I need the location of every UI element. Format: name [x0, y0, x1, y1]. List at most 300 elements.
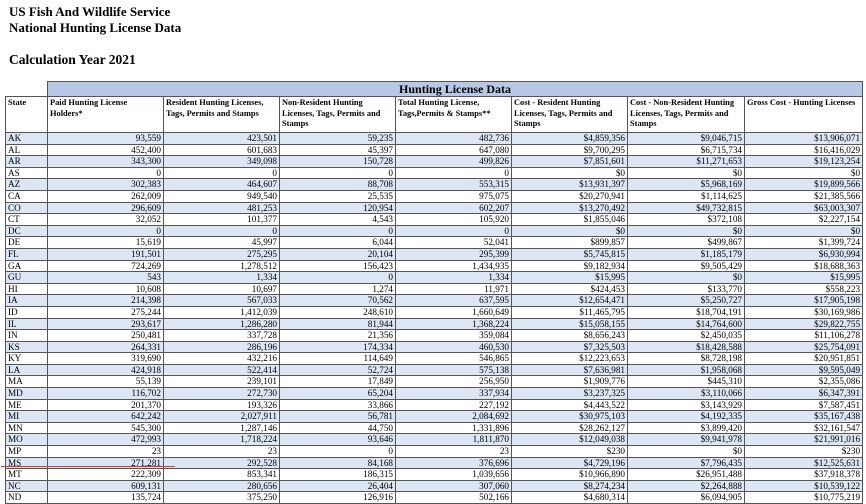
- value-cell: 44,750: [280, 422, 396, 434]
- value-cell: 1,718,224: [164, 434, 280, 446]
- value-cell: $12,525,631: [745, 457, 863, 469]
- value-cell: $3,143,929: [628, 399, 745, 411]
- value-cell: $10,775,219: [745, 492, 863, 504]
- value-cell: $899,857: [512, 237, 628, 249]
- header-line-1: US Fish And Wildlife Service: [9, 4, 171, 19]
- value-cell: $5,745,815: [512, 248, 628, 260]
- column-header: Total Hunting License, Tags,Permits & Stamps**: [396, 97, 512, 133]
- value-cell: 33,866: [280, 399, 396, 411]
- column-header-row: [6, 97, 863, 133]
- value-cell: 545,300: [48, 422, 164, 434]
- value-cell: $0: [628, 446, 745, 458]
- value-cell: 602,207: [396, 202, 512, 214]
- table-row: [6, 422, 863, 434]
- value-cell: 949,540: [164, 190, 280, 202]
- value-cell: 522,414: [164, 364, 280, 376]
- value-cell: 15,619: [48, 237, 164, 249]
- value-cell: 302,383: [48, 179, 164, 191]
- state-cell: DE: [6, 237, 48, 249]
- value-cell: $424,453: [512, 283, 628, 295]
- value-cell: 10,697: [164, 283, 280, 295]
- value-cell: 70,562: [280, 295, 396, 307]
- value-cell: 116,702: [48, 388, 164, 400]
- license-table-container: [5, 81, 862, 504]
- value-cell: $18,428,588: [628, 341, 745, 353]
- table-row: [6, 179, 863, 191]
- value-cell: 975,075: [396, 190, 512, 202]
- value-cell: $6,347,391: [745, 388, 863, 400]
- table-row: [6, 283, 863, 295]
- value-cell: $0: [628, 167, 745, 179]
- value-cell: $19,899,566: [745, 179, 863, 191]
- state-cell: IL: [6, 318, 48, 330]
- value-cell: 0: [396, 225, 512, 237]
- value-cell: 343,300: [48, 156, 164, 168]
- table-row: [6, 388, 863, 400]
- value-cell: $0: [628, 272, 745, 284]
- value-cell: $29,822,755: [745, 318, 863, 330]
- value-cell: 20,104: [280, 248, 396, 260]
- value-cell: $7,587,451: [745, 399, 863, 411]
- state-cell: CT: [6, 214, 48, 226]
- value-cell: 1,331,896: [396, 422, 512, 434]
- value-cell: $17,905,198: [745, 295, 863, 307]
- value-cell: 1,274: [280, 283, 396, 295]
- value-cell: $21,385,566: [745, 190, 863, 202]
- value-cell: 101,377: [164, 214, 280, 226]
- value-cell: $8,274,234: [512, 480, 628, 492]
- value-cell: 292,528: [164, 457, 280, 469]
- header-line-2: National Hunting License Data: [9, 20, 182, 35]
- value-cell: $6,094,905: [628, 492, 745, 504]
- value-cell: 271,281: [48, 457, 164, 469]
- value-cell: $0: [745, 225, 863, 237]
- value-cell: 45,397: [280, 144, 396, 156]
- value-cell: 1,368,224: [396, 318, 512, 330]
- value-cell: $15,058,155: [512, 318, 628, 330]
- value-cell: 601,683: [164, 144, 280, 156]
- table-row: [6, 167, 863, 179]
- column-header: Non-Resident Hunting Licenses, Tags, Permits and Stamps: [280, 97, 396, 133]
- value-cell: 248,610: [280, 306, 396, 318]
- value-cell: $12,049,038: [512, 434, 628, 446]
- value-cell: $230: [745, 446, 863, 458]
- value-cell: $14,764,600: [628, 318, 745, 330]
- value-cell: 481,253: [164, 202, 280, 214]
- value-cell: $0: [628, 225, 745, 237]
- value-cell: 126,916: [280, 492, 396, 504]
- value-cell: $28,262,127: [512, 422, 628, 434]
- value-cell: $9,700,295: [512, 144, 628, 156]
- value-cell: 256,950: [396, 376, 512, 388]
- value-cell: $32,161,547: [745, 422, 863, 434]
- state-cell: IN: [6, 330, 48, 342]
- state-cell: CA: [6, 190, 48, 202]
- table-row: [6, 434, 863, 446]
- value-cell: 4,543: [280, 214, 396, 226]
- value-cell: $19,123,254: [745, 156, 863, 168]
- value-cell: $20,951,851: [745, 353, 863, 365]
- value-cell: 502,166: [396, 492, 512, 504]
- value-cell: 1,287,146: [164, 422, 280, 434]
- state-cell: CO: [6, 202, 48, 214]
- value-cell: 295,399: [396, 248, 512, 260]
- value-cell: $18,688,363: [745, 260, 863, 272]
- value-cell: 0: [48, 225, 164, 237]
- value-cell: 105,920: [396, 214, 512, 226]
- column-header: Paid Hunting License Holders*: [48, 97, 164, 133]
- value-cell: 264,331: [48, 341, 164, 353]
- value-cell: $12,223,653: [512, 353, 628, 365]
- table-row: [6, 190, 863, 202]
- value-cell: 647,080: [396, 144, 512, 156]
- table-row: [6, 133, 863, 145]
- table-row: [6, 364, 863, 376]
- value-cell: 11,971: [396, 283, 512, 295]
- value-cell: 52,724: [280, 364, 396, 376]
- state-cell: MA: [6, 376, 48, 388]
- value-cell: $11,106,278: [745, 330, 863, 342]
- value-cell: $4,859,356: [512, 133, 628, 145]
- table-banner: Hunting License Data: [48, 82, 863, 97]
- table-row: [6, 295, 863, 307]
- value-cell: 21,356: [280, 330, 396, 342]
- value-cell: 1,434,935: [396, 260, 512, 272]
- value-cell: 186,315: [280, 469, 396, 481]
- value-cell: $4,729,196: [512, 457, 628, 469]
- table-row: [6, 330, 863, 342]
- value-cell: $372,108: [628, 214, 745, 226]
- value-cell: $9,941,978: [628, 434, 745, 446]
- value-cell: 376,696: [396, 457, 512, 469]
- value-cell: $1,958,068: [628, 364, 745, 376]
- value-cell: 26,404: [280, 480, 396, 492]
- state-cell: MI: [6, 411, 48, 423]
- value-cell: 307,060: [396, 480, 512, 492]
- table-row: [6, 225, 863, 237]
- value-cell: $37,918,378: [745, 469, 863, 481]
- value-cell: 0: [280, 446, 396, 458]
- value-cell: $1,909,776: [512, 376, 628, 388]
- value-cell: $2,450,035: [628, 330, 745, 342]
- column-header: State: [6, 97, 48, 133]
- value-cell: 23: [164, 446, 280, 458]
- value-cell: 286,196: [164, 341, 280, 353]
- table-row: [6, 156, 863, 168]
- value-cell: 23: [48, 446, 164, 458]
- value-cell: $9,505,429: [628, 260, 745, 272]
- value-cell: $6,930,994: [745, 248, 863, 260]
- value-cell: 853,341: [164, 469, 280, 481]
- value-cell: $4,680,314: [512, 492, 628, 504]
- value-cell: 227,192: [396, 399, 512, 411]
- state-cell: GA: [6, 260, 48, 272]
- value-cell: $5,968,169: [628, 179, 745, 191]
- table-row: [6, 237, 863, 249]
- value-cell: 280,656: [164, 480, 280, 492]
- state-cell: AZ: [6, 179, 48, 191]
- state-cell: GU: [6, 272, 48, 284]
- value-cell: 193,326: [164, 399, 280, 411]
- value-cell: 1,334: [396, 272, 512, 284]
- table-row: [6, 248, 863, 260]
- value-cell: 6,044: [280, 237, 396, 249]
- calculation-year: Calculation Year 2021: [9, 52, 136, 67]
- value-cell: $12,654,471: [512, 295, 628, 307]
- value-cell: 452,400: [48, 144, 164, 156]
- value-cell: $7,851,601: [512, 156, 628, 168]
- table-row: [6, 144, 863, 156]
- value-cell: $499,867: [628, 237, 745, 249]
- value-cell: 88,708: [280, 179, 396, 191]
- value-cell: $133,770: [628, 283, 745, 295]
- value-cell: 25,535: [280, 190, 396, 202]
- state-cell: DC: [6, 225, 48, 237]
- state-cell: AS: [6, 167, 48, 179]
- state-cell: FL: [6, 248, 48, 260]
- state-cell: ND: [6, 492, 48, 504]
- value-cell: 275,295: [164, 248, 280, 260]
- state-cell: ME: [6, 399, 48, 411]
- state-cell: AL: [6, 144, 48, 156]
- table-row: [6, 469, 863, 481]
- value-cell: 59,235: [280, 133, 396, 145]
- value-cell: 296,609: [48, 202, 164, 214]
- value-cell: 349,098: [164, 156, 280, 168]
- value-cell: 337,728: [164, 330, 280, 342]
- value-cell: 724,269: [48, 260, 164, 272]
- value-cell: 2,084,692: [396, 411, 512, 423]
- state-cell: IA: [6, 295, 48, 307]
- value-cell: 375,250: [164, 492, 280, 504]
- value-cell: $1,855,046: [512, 214, 628, 226]
- value-cell: 135,724: [48, 492, 164, 504]
- value-cell: 32,052: [48, 214, 164, 226]
- state-cell: MS: [6, 457, 48, 469]
- value-cell: 10,608: [48, 283, 164, 295]
- value-cell: $6,715,734: [628, 144, 745, 156]
- state-cell: AR: [6, 156, 48, 168]
- value-cell: $15,995: [745, 272, 863, 284]
- value-cell: 0: [396, 167, 512, 179]
- value-cell: 222,309: [48, 469, 164, 481]
- value-cell: 472,993: [48, 434, 164, 446]
- value-cell: 65,204: [280, 388, 396, 400]
- value-cell: $230: [512, 446, 628, 458]
- value-cell: 1,278,512: [164, 260, 280, 272]
- value-cell: $7,636,981: [512, 364, 628, 376]
- value-cell: 250,481: [48, 330, 164, 342]
- value-cell: $13,906,071: [745, 133, 863, 145]
- value-cell: $3,899,420: [628, 422, 745, 434]
- value-cell: 239,101: [164, 376, 280, 388]
- value-cell: 262,009: [48, 190, 164, 202]
- column-header: Cost - Non-Resident Hunting Licenses, Tags, Permits and Stamps: [628, 97, 745, 133]
- table-row: [6, 353, 863, 365]
- value-cell: 275,244: [48, 306, 164, 318]
- value-cell: $16,416,029: [745, 144, 863, 156]
- state-cell: MN: [6, 422, 48, 434]
- state-cell: MO: [6, 434, 48, 446]
- value-cell: 464,607: [164, 179, 280, 191]
- value-cell: 81,944: [280, 318, 396, 330]
- value-cell: 424,918: [48, 364, 164, 376]
- value-cell: 0: [164, 225, 280, 237]
- value-cell: $2,227,154: [745, 214, 863, 226]
- table-body: [6, 133, 863, 504]
- value-cell: $11,271,653: [628, 156, 745, 168]
- value-cell: $9,046,715: [628, 133, 745, 145]
- value-cell: $26,951,488: [628, 469, 745, 481]
- table-row: [6, 260, 863, 272]
- value-cell: 23: [396, 446, 512, 458]
- state-cell: MP: [6, 446, 48, 458]
- value-cell: $445,310: [628, 376, 745, 388]
- value-cell: $0: [512, 225, 628, 237]
- column-header: Resident Hunting Licenses, Tags, Permits and Stamps: [164, 97, 280, 133]
- value-cell: 55,139: [48, 376, 164, 388]
- value-cell: $30,975,103: [512, 411, 628, 423]
- column-header: Cost - Resident Hunting Licenses, Tags, Permits and Stamps: [512, 97, 628, 133]
- value-cell: 156,423: [280, 260, 396, 272]
- value-cell: $63,003,307: [745, 202, 863, 214]
- banner-spacer: [6, 82, 48, 97]
- state-cell: HI: [6, 283, 48, 295]
- value-cell: $2,264,888: [628, 480, 745, 492]
- value-cell: 150,728: [280, 156, 396, 168]
- hunting-license-table: [5, 81, 863, 504]
- value-cell: 17,849: [280, 376, 396, 388]
- value-cell: $2,355,086: [745, 376, 863, 388]
- state-cell: NC: [6, 480, 48, 492]
- value-cell: $10,966,890: [512, 469, 628, 481]
- value-cell: $18,704,191: [628, 306, 745, 318]
- value-cell: $13,931,397: [512, 179, 628, 191]
- column-header: Gross Cost - Hunting Licenses: [745, 97, 863, 133]
- value-cell: 432,216: [164, 353, 280, 365]
- value-cell: 1,286,280: [164, 318, 280, 330]
- table-row: [6, 399, 863, 411]
- value-cell: 575,138: [396, 364, 512, 376]
- table-row: [6, 492, 863, 504]
- state-cell: AK: [6, 133, 48, 145]
- value-cell: 84,168: [280, 457, 396, 469]
- value-cell: $30,169,986: [745, 306, 863, 318]
- value-cell: 337,934: [396, 388, 512, 400]
- state-cell: KS: [6, 341, 48, 353]
- value-cell: $11,465,795: [512, 306, 628, 318]
- table-row: [6, 306, 863, 318]
- value-cell: $49,732,815: [628, 202, 745, 214]
- value-cell: $9,595,049: [745, 364, 863, 376]
- value-cell: 0: [48, 167, 164, 179]
- table-row: [6, 480, 863, 492]
- value-cell: $8,656,243: [512, 330, 628, 342]
- state-cell: MT: [6, 469, 48, 481]
- value-cell: 546,865: [396, 353, 512, 365]
- value-cell: 52,041: [396, 237, 512, 249]
- table-row: [6, 446, 863, 458]
- value-cell: $35,167,438: [745, 411, 863, 423]
- value-cell: 1,039,656: [396, 469, 512, 481]
- value-cell: 2,027,911: [164, 411, 280, 423]
- value-cell: $1,185,179: [628, 248, 745, 260]
- value-cell: 293,617: [48, 318, 164, 330]
- value-cell: $20,270,941: [512, 190, 628, 202]
- value-cell: 93,646: [280, 434, 396, 446]
- value-cell: $21,991,016: [745, 434, 863, 446]
- value-cell: 637,595: [396, 295, 512, 307]
- value-cell: 1,660,649: [396, 306, 512, 318]
- value-cell: 214,398: [48, 295, 164, 307]
- value-cell: $1,399,724: [745, 237, 863, 249]
- value-cell: 609,131: [48, 480, 164, 492]
- value-cell: 567,033: [164, 295, 280, 307]
- value-cell: 499,826: [396, 156, 512, 168]
- value-cell: $3,110,066: [628, 388, 745, 400]
- state-cell: KY: [6, 353, 48, 365]
- value-cell: 201,370: [48, 399, 164, 411]
- table-row: [6, 411, 863, 423]
- table-row: [6, 318, 863, 330]
- value-cell: $3,237,325: [512, 388, 628, 400]
- value-cell: 0: [280, 167, 396, 179]
- value-cell: $0: [745, 167, 863, 179]
- value-cell: 45,997: [164, 237, 280, 249]
- state-cell: ID: [6, 306, 48, 318]
- value-cell: $4,192,335: [628, 411, 745, 423]
- table-row: [6, 376, 863, 388]
- value-cell: 319,690: [48, 353, 164, 365]
- value-cell: $8,728,198: [628, 353, 745, 365]
- value-cell: 0: [280, 225, 396, 237]
- value-cell: 272,730: [164, 388, 280, 400]
- value-cell: 0: [164, 167, 280, 179]
- value-cell: 423,501: [164, 133, 280, 145]
- table-row: [6, 214, 863, 226]
- table-row: [6, 202, 863, 214]
- table-row: [6, 272, 863, 284]
- annotation-underline: [1, 466, 175, 467]
- value-cell: $0: [512, 167, 628, 179]
- value-cell: 1,811,870: [396, 434, 512, 446]
- value-cell: $1,114,625: [628, 190, 745, 202]
- value-cell: $9,182,934: [512, 260, 628, 272]
- value-cell: 120,954: [280, 202, 396, 214]
- table-row: [6, 341, 863, 353]
- value-cell: 174,334: [280, 341, 396, 353]
- value-cell: 114,649: [280, 353, 396, 365]
- value-cell: $558,223: [745, 283, 863, 295]
- value-cell: 482,736: [396, 133, 512, 145]
- state-cell: LA: [6, 364, 48, 376]
- state-cell: MD: [6, 388, 48, 400]
- value-cell: $5,250,727: [628, 295, 745, 307]
- value-cell: 543: [48, 272, 164, 284]
- value-cell: 553,315: [396, 179, 512, 191]
- value-cell: $15,995: [512, 272, 628, 284]
- value-cell: $7,796,435: [628, 457, 745, 469]
- value-cell: 642,242: [48, 411, 164, 423]
- value-cell: 0: [280, 272, 396, 284]
- value-cell: 93,559: [48, 133, 164, 145]
- value-cell: 1,334: [164, 272, 280, 284]
- value-cell: 460,530: [396, 341, 512, 353]
- value-cell: $10,539,122: [745, 480, 863, 492]
- value-cell: 191,501: [48, 248, 164, 260]
- value-cell: $13,270,492: [512, 202, 628, 214]
- value-cell: $4,443,522: [512, 399, 628, 411]
